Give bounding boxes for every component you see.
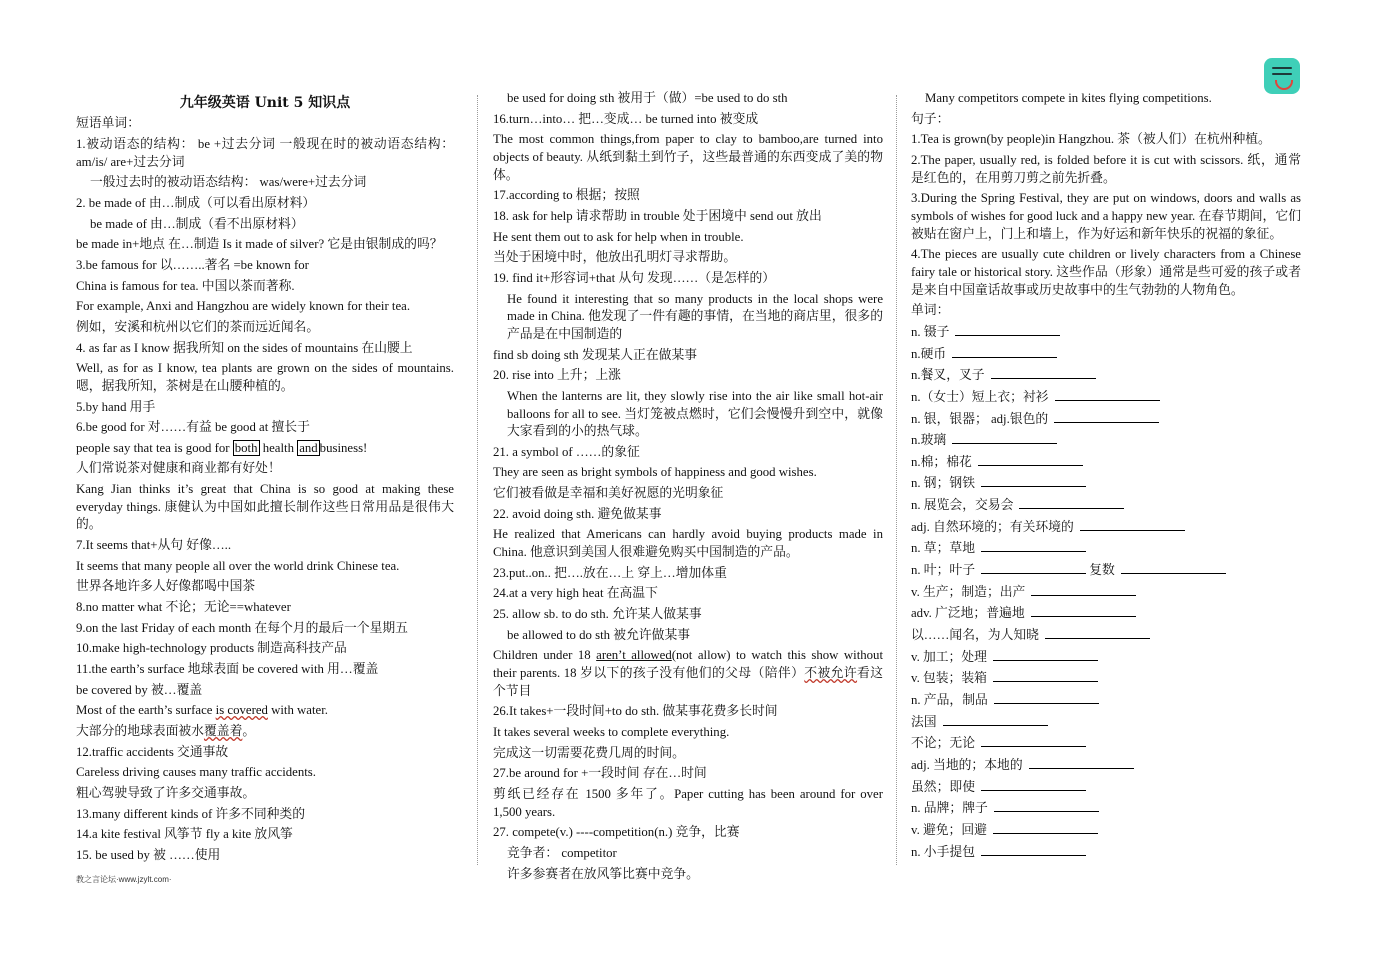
vocab-prompt: n.玻璃 bbox=[911, 433, 947, 448]
vocab-prompt: n. 品牌；牌子 bbox=[911, 801, 988, 816]
answer-blank[interactable] bbox=[955, 323, 1060, 336]
text-line: 8.no matter what 不论；无论==whatever bbox=[76, 600, 291, 615]
text-line: 世界各地许多人好像都喝中国茶 bbox=[76, 579, 256, 594]
vocab-prompt: 以……闻名，为人知晓 bbox=[911, 628, 1039, 643]
answer-blank[interactable] bbox=[1029, 756, 1134, 769]
boxed-word: both bbox=[234, 440, 258, 455]
text-line: 9.on the last Friday of each month 在每个月的最后一个星期五 bbox=[76, 620, 408, 635]
underlined-phrase: aren’t allowed bbox=[596, 648, 672, 663]
answer-blank[interactable] bbox=[981, 539, 1086, 552]
text-line: 1.Tea is grown(by people)in Hangzhou. 茶（被人们）在杭州种植。 bbox=[911, 132, 1271, 147]
text-line: 24.at a very high heat 在高温下 bbox=[493, 586, 658, 601]
text-line: 当处于困境中时，他放出孔明灯寻求帮助。 bbox=[493, 250, 737, 265]
text-span: 看这个节目 bbox=[493, 666, 884, 698]
vocab-item bbox=[911, 756, 1301, 775]
text-line: 19. find it+形容词+that 从句 发现……（是怎样的） bbox=[493, 270, 776, 285]
text-line: It takes several weeks to complete everything. bbox=[493, 725, 730, 739]
answer-blank[interactable] bbox=[1080, 518, 1185, 531]
vocab-prompt: v. 避免；回避 bbox=[911, 822, 987, 837]
text-line: 完成这一切需要花费几周的时间。 bbox=[493, 745, 685, 760]
text-line: 25. allow sb. to do sth. 允许某人做某事 bbox=[493, 607, 702, 622]
answer-blank[interactable] bbox=[991, 366, 1096, 379]
answer-blank[interactable] bbox=[1054, 410, 1159, 423]
vocab-prompt: n. 展览会，交易会 bbox=[911, 498, 1014, 513]
vocab-prompt: 复数 bbox=[1089, 563, 1115, 578]
vocab-item bbox=[911, 691, 1301, 710]
answer-blank[interactable] bbox=[994, 691, 1099, 704]
text-line: be made of 由…制成（看不出原材料） bbox=[90, 216, 304, 231]
answer-blank[interactable] bbox=[981, 734, 1086, 747]
vocab-prompt: n.硬币 bbox=[911, 346, 947, 361]
answer-blank[interactable] bbox=[981, 778, 1086, 791]
text-line: 11.the earth’s surface 地球表面 be covered with 用…覆盖 bbox=[76, 662, 379, 677]
answer-blank[interactable] bbox=[1121, 561, 1226, 574]
text-line: 27. compete(v.) ----competition(n.) 竞争，比赛 bbox=[493, 825, 740, 840]
text-line: 15. be used by 被 ……使用 bbox=[76, 847, 221, 862]
vocab-prompt: adj. 当地的；本地的 bbox=[911, 758, 1023, 772]
text-line bbox=[76, 440, 454, 458]
text-line: 1.被动语态的结构： be +过去分词 一般现在时的被动语态结构：am/is/ are+过去分词 bbox=[76, 136, 454, 169]
text-line: 13.many different kinds of 许多不同种类的 bbox=[76, 806, 306, 821]
text-span: with water. bbox=[271, 703, 328, 718]
text-span: 。 bbox=[242, 724, 256, 738]
text-line: 7.It seems that+从句 好像….. bbox=[76, 538, 232, 553]
answer-blank[interactable] bbox=[943, 713, 1048, 726]
text-line: Well, as for as I know, tea plants are grown on the sides of mountains. 嗯，据我所知，茶树是在山腰种植的。 bbox=[76, 361, 454, 393]
logo-line bbox=[1272, 67, 1292, 69]
text-line: Kang Jian thinks it’s great that China is so good at making these everyday things. 康健认为中国如此擅长制作这些日常用品是很伟大的。 bbox=[76, 482, 454, 532]
vocab-item bbox=[911, 626, 1301, 645]
text-line: 粗心驾驶导致了许多交通事故。 bbox=[76, 785, 256, 800]
logo-icon bbox=[1264, 58, 1300, 94]
vocab-item bbox=[911, 648, 1301, 667]
text-line: He realized that Americans can hardly avoid buying products made in China. 他意识到美国人很难避免购买中国制造的产品。 bbox=[493, 527, 883, 560]
text-line: The most common things,from paper to clay to bamboo,are turned into objects of beauty. 从纸到黏土到竹子，这些最普通的东西变成了美的物体。 bbox=[493, 132, 883, 182]
answer-blank[interactable] bbox=[993, 669, 1098, 682]
vocab-item bbox=[911, 539, 1301, 558]
vocab-prompt: v. 包装；装箱 bbox=[911, 671, 987, 686]
column-divider bbox=[477, 95, 478, 865]
vocab-item bbox=[911, 843, 1301, 862]
text-line: He sent them out to ask for help when in trouble. bbox=[493, 229, 744, 244]
section-heading: 短语单词： bbox=[76, 116, 140, 131]
text-line: China is famous for tea. 中国以茶而著称. bbox=[76, 278, 295, 293]
text-span: business! bbox=[319, 440, 368, 455]
text-line: 2.The paper, usually red, is folded before it is cut with scissors. 纸，通常是红色的，在用剪刀剪之前先折叠。 bbox=[911, 152, 1301, 185]
vocab-item bbox=[911, 388, 1301, 407]
vocab-prompt: n. 银，银器； adj.银色的 bbox=[911, 411, 1049, 426]
answer-blank[interactable] bbox=[981, 843, 1086, 856]
answer-blank[interactable] bbox=[993, 821, 1098, 834]
text-line: 剪纸已经存在 1500 多年了。Paper cutting has been around for over 1,500 years. bbox=[493, 786, 883, 819]
text-span: people say that tea is good for bbox=[76, 440, 230, 455]
answer-blank[interactable] bbox=[1045, 626, 1150, 639]
boxed-word: and bbox=[299, 440, 318, 455]
text-span: 大部分的地球表面被水 bbox=[76, 724, 204, 738]
text-line: It seems that many people all over the world drink Chinese tea. bbox=[76, 558, 400, 573]
vocab-item bbox=[911, 778, 1301, 797]
vocab-item bbox=[911, 474, 1301, 493]
text-line: 27.be around for +一段时间 存在…时间 bbox=[493, 766, 707, 781]
text-line: 人们常说茶对健康和商业都有好处！ bbox=[76, 461, 281, 476]
text-line: 10.make high-technology products 制造高科技产品 bbox=[76, 641, 347, 656]
underlined-phrase: 覆盖着 bbox=[203, 724, 243, 738]
text-line: be covered by 被…覆盖 bbox=[76, 682, 203, 697]
text-line: 一般过去时的被动语态结构： was/were+过去分词 bbox=[90, 175, 367, 190]
text-line: 17.according to 根据；按照 bbox=[493, 188, 640, 203]
text-line: 12.traffic accidents 交通事故 bbox=[76, 744, 229, 759]
answer-blank[interactable] bbox=[1031, 604, 1136, 617]
vocab-prompt: n. 产品，制品 bbox=[911, 693, 988, 708]
text-line: 竞争者： competitor bbox=[507, 845, 617, 860]
vocab-item bbox=[911, 366, 1301, 385]
logo-line bbox=[1272, 73, 1292, 75]
vocab-item bbox=[911, 821, 1301, 840]
text-line: be allowed to do sth 被允许做某事 bbox=[507, 627, 691, 642]
text-line: 3.be famous for 以……..著名 =be known for bbox=[76, 257, 309, 272]
vocab-item bbox=[911, 734, 1301, 753]
column-3 bbox=[911, 90, 1301, 864]
text-line: He found it interesting that so many products in the local shops were made in China. 他发现了一件有趣的事情，在当地的商店里，很多的产品是在中国制造的 bbox=[507, 291, 883, 341]
text-span: health bbox=[262, 440, 294, 455]
vocab-item bbox=[911, 496, 1301, 515]
vocab-prompt: 法国 bbox=[911, 714, 937, 729]
vocab-prompt: v. 生产；制造；出产 bbox=[911, 584, 1026, 599]
vocab-prompt: n. 钢；钢铁 bbox=[911, 476, 975, 491]
text-line: 23.put..on.. 把….放在…上 穿上…增加体重 bbox=[493, 565, 727, 580]
answer-blank[interactable] bbox=[994, 799, 1099, 812]
section-heading: 句子： bbox=[911, 111, 950, 126]
answer-blank[interactable] bbox=[993, 648, 1098, 661]
text-line: 4. as far as I know 据我所知 on the sides of mountains 在山腰上 bbox=[76, 340, 413, 355]
text-line: Careless driving causes many traffic accidents. bbox=[76, 765, 316, 780]
text-span: Most of the earth’s surface bbox=[76, 703, 213, 718]
column-divider bbox=[896, 95, 897, 865]
vocab-item bbox=[911, 345, 1301, 364]
vocab-item bbox=[911, 518, 1301, 537]
vocab-item bbox=[911, 410, 1301, 429]
answer-blank[interactable] bbox=[952, 345, 1057, 358]
answer-blank[interactable] bbox=[981, 474, 1086, 487]
vocab-prompt: adj. 自然环境的；有关环境的 bbox=[911, 519, 1074, 534]
footer-text: 教之言论坛·www.jzylt.com· bbox=[76, 875, 172, 884]
text-line: 6.be good for 对……有益 be good at 擅长于 bbox=[76, 420, 310, 435]
vocab-prompt: n. 草；草地 bbox=[911, 541, 975, 556]
text-line: find sb doing sth 发现某人正在做某事 bbox=[493, 347, 698, 362]
vocab-prompt: n.棉；棉花 bbox=[911, 454, 972, 469]
page-title: 九年级英语 Unit 5 知识点 bbox=[179, 95, 351, 111]
vocab-prompt: n. 小手提包 bbox=[911, 844, 975, 859]
vocab-item bbox=[911, 604, 1301, 623]
logo-smile bbox=[1275, 80, 1293, 90]
answer-blank[interactable] bbox=[1031, 583, 1136, 596]
text-span: Children under 18 bbox=[493, 648, 591, 663]
underlined-phrase: 不被允许 bbox=[804, 666, 858, 681]
underlined-phrase: is covered bbox=[215, 703, 268, 718]
text-line: 18. ask for help 请求帮助 in trouble 处于困境中 send out 放出 bbox=[493, 208, 822, 223]
text-line: 5.by hand 用手 bbox=[76, 399, 156, 414]
text-line: 2. be made of 由…制成（可以看出原材料） bbox=[76, 195, 316, 210]
text-line: 20. rise into 上升；上涨 bbox=[493, 368, 621, 383]
vocab-item bbox=[911, 799, 1301, 818]
text-line: be made in+地点 在…制造 Is it made of silver? 它是由银制成的吗？ bbox=[76, 237, 443, 252]
text-line: 3.During the Spring Festival, they are put on windows, doors and walls as symbols of wishes for good luck and a happy new year. 在春节期间，它们被贴在窗户上，门上和墙上，作为好运和新年快乐的祝福的象征。 bbox=[911, 191, 1301, 241]
vocab-prompt: n.餐叉，叉子 bbox=[911, 368, 985, 383]
vocab-prompt: 不论；无论 bbox=[911, 736, 975, 751]
vocab-item bbox=[911, 431, 1301, 450]
vocab-item bbox=[911, 583, 1301, 602]
text-line: 14.a kite festival 风筝节 fly a kite 放风筝 bbox=[76, 827, 293, 842]
text-line: 4.The pieces are usually cute children or lively characters from a Chinese fairy tale or historical story. 这些作品（形象）通常是些可爱的孩子或者是来自中国童话故事或历史故事中的生气勃勃的人物角色。 bbox=[911, 247, 1301, 297]
text-line: be used for doing sth 被用于（做）=be used to do sth bbox=[507, 91, 788, 105]
vocab-item bbox=[911, 453, 1301, 472]
vocab-prompt: n. 镊子 bbox=[911, 324, 950, 339]
text-line: 22. avoid doing sth. 避免做某事 bbox=[493, 506, 662, 521]
answer-blank[interactable] bbox=[1019, 496, 1124, 509]
text-line: 16.turn…into… 把…变成… be turned into 被变成 bbox=[493, 111, 759, 126]
text-line: 许多参赛者在放风筝比赛中竞争。 bbox=[507, 866, 699, 881]
text-line: 它们被看做是幸福和美好祝愿的光明象征 bbox=[493, 486, 724, 501]
text-line: For example, Anxi and Hangzhou are widely known for their tea. bbox=[76, 299, 411, 314]
text-line: Many competitors compete in kites flying competitions. bbox=[925, 91, 1212, 105]
text-line: 例如，安溪和杭州以它们的茶而远近闻名。 bbox=[76, 319, 320, 334]
text-span: (not allow) to watch this show without their parents. 18 岁以下的孩子没有他们的父母（陪伴） bbox=[493, 648, 884, 681]
vocab-item bbox=[911, 323, 1301, 342]
column-1 bbox=[76, 90, 454, 868]
text-line: 26.It takes+一段时间+to do sth. 做某事花费多长时间 bbox=[493, 704, 778, 719]
vocab-item bbox=[911, 713, 1301, 732]
vocab-prompt: 虽然；即使 bbox=[911, 779, 975, 794]
text-line bbox=[76, 702, 454, 720]
answer-blank[interactable] bbox=[981, 561, 1086, 574]
answer-blank[interactable] bbox=[978, 453, 1083, 466]
vocab-item bbox=[911, 561, 1301, 580]
vocab-prompt: n.（女士）短上衣；衬衫 bbox=[911, 389, 1049, 404]
vocab-prompt: v. 加工；处理 bbox=[911, 649, 987, 664]
text-line: When the lanterns are lit, they slowly rise into the air like small hot-air balloons for all to see. 当灯笼被点燃时，它们会慢慢升到空中，就像大家看到的小的热气球。 bbox=[507, 388, 883, 439]
section-heading: 单词： bbox=[911, 303, 950, 318]
vocab-prompt: adv. 广泛地；普遍地 bbox=[911, 606, 1025, 621]
vocab-prompt: n. 叶；叶子 bbox=[911, 563, 975, 578]
text-line: They are seen as bright symbols of happiness and good wishes. bbox=[493, 465, 817, 480]
answer-blank[interactable] bbox=[1055, 388, 1160, 401]
vocab-item bbox=[911, 669, 1301, 688]
text-line: 21. a symbol of ……的象征 bbox=[493, 444, 640, 459]
text-line bbox=[493, 647, 883, 700]
text-line bbox=[76, 723, 454, 741]
answer-blank[interactable] bbox=[952, 431, 1057, 444]
column-2 bbox=[493, 90, 883, 886]
